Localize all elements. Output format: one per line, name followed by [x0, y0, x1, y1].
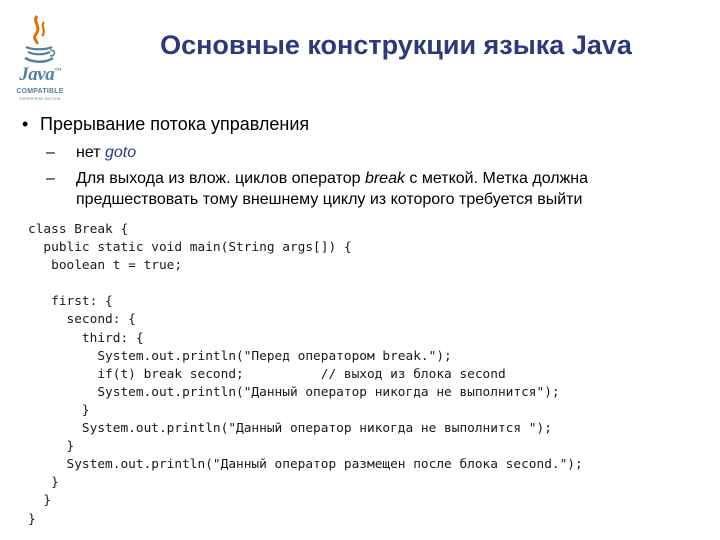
- code-line: third: {: [28, 330, 144, 346]
- slide-title: Основные конструкции языка Java: [160, 30, 632, 60]
- sub-item-break: [46, 168, 686, 210]
- keyword-goto: goto: [104, 144, 137, 161]
- sub-item-text-after: с меткой. Метка должна: [404, 170, 589, 187]
- code-line: boolean t = true;: [28, 258, 183, 274]
- code-line: if(t) break second; // выход из блока second: [28, 366, 506, 382]
- code-line: }: [28, 475, 59, 491]
- code-line: public static void main(String args[]) {: [28, 240, 352, 256]
- code-line: System.out.println("Данный оператор размещен после блока second.");: [28, 457, 583, 473]
- logo-compatible-label: COMPATIBLE: [16, 88, 64, 95]
- bullet-text: Прерывание потока управления: [40, 114, 310, 134]
- code-line: System.out.println("Данный оператор никогда не выполнится");: [28, 384, 560, 400]
- sub-item-text: нет: [76, 144, 105, 161]
- logo-edition-label: ENTERPRISE EDITION: [19, 97, 61, 101]
- code-line: }: [28, 511, 36, 527]
- sub-item-goto: [46, 142, 136, 163]
- coffee-cup-icon: [22, 14, 56, 66]
- code-line: System.out.println("Перед оператором break.");: [28, 348, 452, 364]
- code-line-blank: [28, 275, 583, 293]
- logo-trademark: ™: [54, 66, 61, 75]
- code-block: [28, 221, 583, 529]
- code-line: }: [28, 402, 90, 418]
- bullet-item: [22, 114, 309, 135]
- bullet-dot: •: [22, 114, 29, 134]
- code-line: }: [28, 493, 52, 509]
- keyword-break: break: [364, 170, 405, 187]
- code-line: }: [28, 439, 75, 455]
- sub-item-text: Для выхода из влож. циклов оператор: [76, 170, 365, 187]
- dash-marker: –: [46, 144, 55, 161]
- dash-marker: –: [46, 170, 55, 187]
- sub-item-continuation: предшествовать тому внешнему циклу из которого требуется выйти: [76, 191, 583, 208]
- code-line: first: {: [28, 294, 113, 310]
- code-line: System.out.println("Данный оператор никогда не выполнится ");: [28, 421, 552, 437]
- logo-wordmark: Java™: [19, 64, 61, 85]
- code-line: second: {: [28, 312, 136, 328]
- code-line: class Break {: [28, 222, 129, 237]
- java-compatible-logo: [8, 14, 70, 106]
